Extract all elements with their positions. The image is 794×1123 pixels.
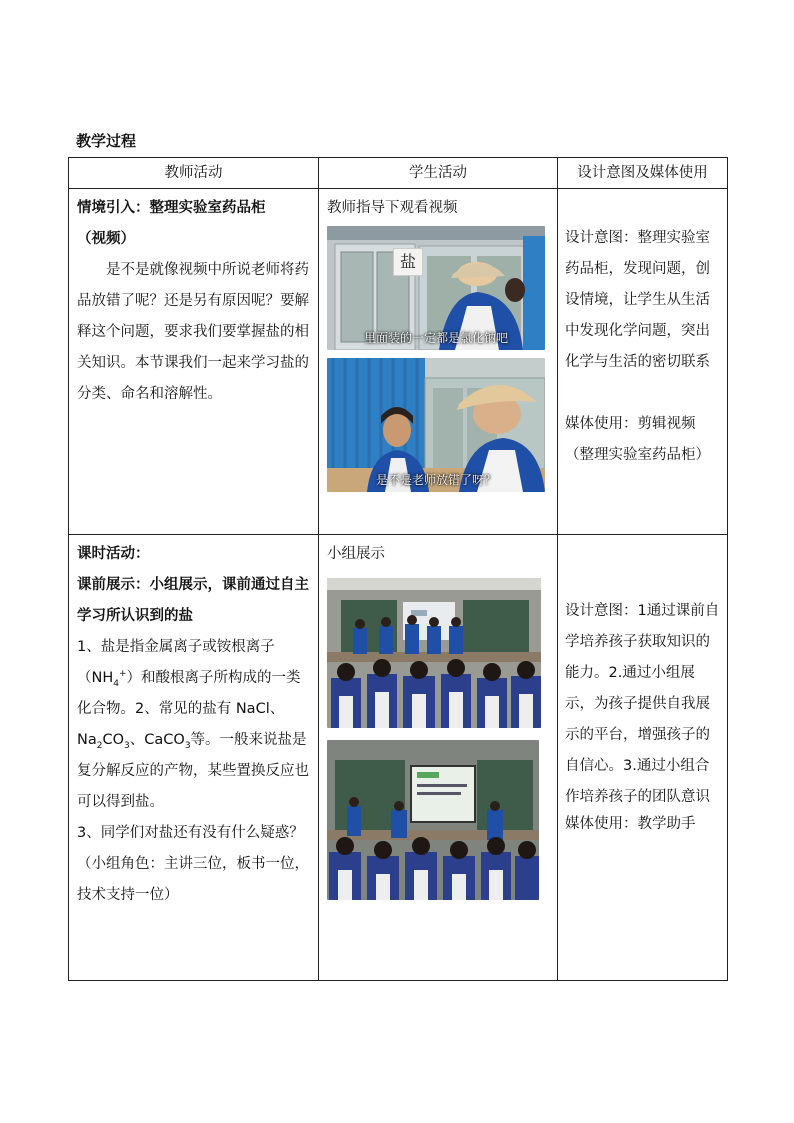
salt-sign: 盐 — [393, 248, 423, 276]
teacher-cell-activity — [69, 535, 319, 981]
header-student-activity: 学生活动 — [319, 158, 558, 189]
header-design-media: 设计意图及媒体使用 — [558, 158, 728, 189]
design-cell-intro — [558, 189, 728, 535]
activity-subheading: 课前展示：小组展示，课前通过自主学习所认识到的盐 — [77, 577, 309, 624]
group-presentation-image — [327, 578, 541, 728]
screen-explanation-image — [327, 740, 539, 900]
activity-media-use: 媒体使用：教学助手 — [565, 816, 696, 832]
student-cell-activity — [319, 535, 558, 981]
intro-paragraph: 是不是就像视频中所说老师将药品放错了呢？还是另有原因呢？要解释这个问题，要求我们要掌握盐的相关知识。本节课我们一起来学习盐的分类、命名和溶解性。 — [77, 262, 309, 402]
student-cell-intro — [319, 189, 558, 535]
table-row-intro — [69, 189, 728, 535]
teacher-cell-intro — [69, 189, 319, 535]
question-text: 3、同学们对盐还有没有什么疑惑？ — [77, 825, 304, 841]
student-watch-text: 教师指导下观看视频 — [327, 200, 458, 216]
video-frame-medicine-cabinet — [327, 226, 545, 350]
lesson-process-table — [68, 157, 728, 981]
salt-definition-text: 1、盐是指金属离子或铵根离子$(NH_4^+)$和酸根离子所构成的一类化合物。2、常见的盐有 NaCl、$Na_2CO_3$、CaCO$_3$等。一般来说盐是复分解反应的产物，某些置换反应也可以得到盐。 — [77, 639, 309, 810]
intro-design-intent: 设计意图：整理实验室药品柜，发现问题，创设情境，让学生从生活中发现化学问题，突出化学与生活的密切联系 — [565, 230, 710, 370]
intro-media-use: 媒体使用：剪辑视频（整理实验室药品柜） — [565, 416, 710, 463]
video-caption-1: 里面装的一定都是氯化钠吧 — [363, 331, 508, 345]
student-group-text: 小组展示 — [327, 546, 385, 562]
intro-subtitle: （视频） — [77, 231, 135, 247]
intro-title: 情境引入：整理实验室药品柜 — [77, 200, 266, 216]
activity-heading: 课时活动： — [77, 546, 150, 562]
design-cell-activity — [558, 535, 728, 981]
table-row-class-activity — [69, 535, 728, 981]
classroom-photo-group-presentation — [327, 578, 541, 728]
video-caption-2: 是不是老师放错了呀？ — [375, 473, 496, 487]
section-title: 教学过程 — [76, 132, 137, 150]
classroom-photo-screen-explanation — [327, 740, 539, 900]
group-roles-text: （小组角色：主讲三位，板书一位，技术支持一位） — [77, 856, 309, 903]
activity-design-intent: 设计意图：1通过课前自学培养孩子获取知识的能力。2.通过小组展示，为孩子提供自我展示的平台，增强孩子的自信心。3.通过小组合作培养孩子的团队意识 — [565, 603, 720, 805]
header-teacher-activity: 教师活动 — [69, 158, 319, 189]
video-frame-student-question — [327, 358, 545, 492]
table-header-row — [69, 158, 728, 189]
